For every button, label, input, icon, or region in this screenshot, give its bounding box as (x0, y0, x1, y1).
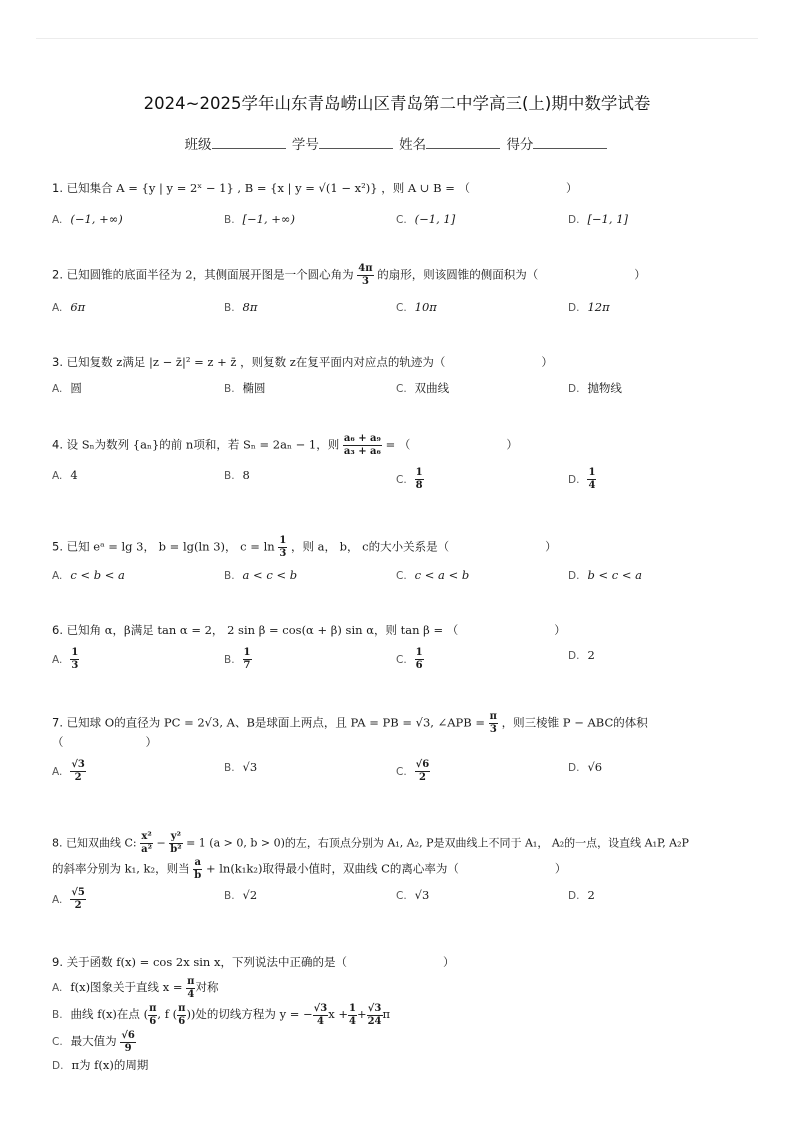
student-info-line (0, 133, 794, 153)
option-d[interactable]: D. [−1, 1] (568, 212, 628, 226)
answer-paren-close: ） (442, 955, 455, 969)
question-2-options (52, 300, 752, 330)
question-stem-part1: 已知 eᵃ = lg 3， b = lg(ln 3)， c = ln (66, 539, 275, 554)
question-number: 3. (52, 355, 63, 369)
answer-paren-close: ） (554, 861, 567, 876)
question-stem: 已知集合 A = {y | y = 2ˣ − 1} , B = {x | y = √(1 − x²)} ，则 A ∪ B = （ (66, 181, 470, 195)
question-number: 8. (52, 836, 63, 850)
option-d[interactable]: D. 12π (568, 300, 610, 314)
question-4-options (52, 468, 752, 498)
fraction: $\frac{√3}{4}$ (313, 1002, 328, 1027)
answer-paren-close: ） (554, 623, 566, 637)
option-b[interactable]: B. 曲线 f(x)在点 ( $\frac{\pi}{6}$ , f ( $\frac{\pi}{6}$ ))处的切线方程为 y = − $\frac{√3}{4}$ x + $\frac{1}{4}$ + $\frac{√3}{24}$ π (52, 1002, 391, 1027)
fraction: $\frac{\pi}{4}$ (187, 975, 195, 1000)
answer-paren-open: （ (52, 735, 64, 749)
option-b[interactable]: B. 8π (224, 300, 258, 314)
class-label: 班级 (184, 137, 212, 153)
question-8-line2 (52, 858, 752, 881)
option-d[interactable]: D. π为 f(x)的周期 (52, 1058, 149, 1072)
score-blank[interactable] (533, 136, 607, 149)
option-b[interactable]: B. $\frac{1}{7}$ (224, 647, 251, 671)
question-8-options (52, 888, 752, 918)
question-stem-part2: ，则三棱锥 P − ABC的体积 (501, 715, 648, 730)
option-c[interactable]: C. 双曲线 (396, 381, 450, 395)
question-2 (52, 264, 752, 287)
fraction: $\frac{√6}{9}$ (121, 1029, 135, 1054)
option-c[interactable]: C. c < a < b (396, 568, 470, 582)
question-stem-part2: = 1 (a > 0, b > 0)的左，右顶点分别为 A₁, A₂, P是双曲线上不同于 A₁， A₂的一点，设直线 A₁P, A₂P (186, 836, 689, 850)
fraction: $\frac{√3}{24}$ (367, 1002, 382, 1027)
answer-paren-close: ） (634, 267, 646, 282)
question-stem-part3: 的斜率分别为 k₁, k₂，则当 (52, 861, 190, 876)
question-9-options (52, 976, 390, 1076)
fraction: $\frac{√3}{2}$ (71, 759, 85, 783)
fraction: $\frac{1}{6}$ (415, 647, 423, 671)
question-stem-part1: 已知球 O的直径为 PC = 2√3, A、B是球面上两点，且 PA = PB = √3, ∠APB = (66, 715, 485, 730)
option-a[interactable]: A. 6π (52, 300, 86, 314)
fraction: $\frac{√5}{2}$ (71, 887, 85, 911)
question-number: 4. (52, 437, 63, 452)
option-b[interactable]: B. [−1, +∞) (224, 212, 295, 226)
option-c[interactable]: C. $\frac{1}{8}$ (396, 467, 423, 491)
question-stem-part2: 的扇形，则该圆锥的侧面积为（ (377, 267, 539, 282)
question-stem-part1: 已知双曲线 C: (66, 836, 137, 850)
question-9 (52, 954, 752, 970)
answer-paren-close: ） (506, 437, 518, 452)
question-3 (52, 354, 752, 370)
question-number: 2. (52, 267, 63, 282)
option-a[interactable]: A. (−1, +∞) (52, 212, 123, 226)
option-b[interactable]: B. √2 (224, 888, 258, 902)
class-blank[interactable] (212, 136, 286, 149)
option-a[interactable]: A. $\frac{√5}{2}$ (52, 887, 85, 911)
question-8 (52, 832, 752, 855)
option-b[interactable]: B. a < c < b (224, 568, 298, 582)
fraction: $\frac{\text{y²}}{\text{b²}}$ (170, 831, 182, 855)
option-c[interactable]: C. 最大值为 $\frac{√6}{9}$ (52, 1029, 135, 1054)
question-stem: 关于函数 f(x) = cos 2x sin x，下列说法中正确的是（ (66, 955, 347, 969)
question-5-options (52, 568, 752, 598)
fraction: $\frac{1}{8}$ (415, 467, 423, 491)
score-label: 得分 (506, 137, 534, 153)
question-7-options (52, 760, 752, 790)
fraction: $\frac{1}{7}$ (243, 647, 251, 671)
question-5 (52, 536, 752, 559)
question-number: 6. (52, 623, 63, 637)
name-blank[interactable] (426, 136, 500, 149)
question-number: 1. (52, 181, 63, 195)
option-a[interactable]: A. $\frac{√3}{2}$ (52, 759, 85, 783)
option-b[interactable]: B. √3 (224, 760, 258, 774)
option-d[interactable]: D. 抛物线 (568, 381, 622, 395)
option-a[interactable]: A. 圆 (52, 381, 82, 395)
header-rule (36, 38, 758, 39)
question-6-options (52, 648, 752, 678)
question-1 (52, 180, 752, 196)
option-b[interactable]: B. 椭圆 (224, 381, 266, 395)
name-label: 姓名 (399, 137, 427, 153)
fraction: $\frac{\text{a₆ + a₉}}{\text{a₃ + a₆}}$ (343, 433, 381, 457)
option-c[interactable]: C. 10π (396, 300, 437, 314)
option-a[interactable]: A. $\frac{1}{3}$ (52, 647, 79, 671)
answer-paren-close: ） (545, 539, 557, 554)
question-number: 5. (52, 539, 63, 554)
student-id-blank[interactable] (319, 136, 393, 149)
fraction: $\frac{√6}{2}$ (415, 759, 430, 783)
option-c[interactable]: C. (−1, 1] (396, 212, 456, 226)
option-d[interactable]: D. √6 (568, 760, 603, 774)
option-c[interactable]: C. $\frac{1}{6}$ (396, 647, 423, 671)
option-b[interactable]: B. 8 (224, 468, 250, 482)
question-7-line2 (52, 734, 752, 750)
fraction: $\frac{\text{x²}}{\text{a²}}$ (141, 831, 152, 855)
question-stem: 已知复数 z满足 |z − z̄|² = z + z̄ ，则复数 z在复平面内对应点的轨迹为（ (66, 355, 446, 369)
question-6 (52, 622, 752, 638)
option-d[interactable]: D. 2 (568, 888, 595, 902)
question-stem-part2: ，则 a， b， c的大小关系是（ (290, 539, 450, 554)
fraction: $\frac{\pi}{3}$ (489, 711, 497, 735)
answer-paren-close: ） (566, 181, 578, 195)
fraction: $\frac{1}{4}$ (348, 1002, 356, 1027)
fraction: $\frac{\pi}{6}$ (178, 1002, 186, 1027)
minus-sign: − (156, 836, 166, 850)
question-7 (52, 712, 752, 735)
page-title: 2024~2025学年山东青岛崂山区青岛第二中学高三(上)期中数学试卷 (143, 94, 651, 113)
option-d[interactable]: D. b < c < a (568, 568, 642, 582)
option-c[interactable]: C. √3 (396, 888, 430, 902)
question-stem-part2: = （ (385, 437, 411, 452)
question-3-options (52, 380, 752, 410)
question-stem-part1: 已知圆锥的底面半径为 2，其侧面展开图是一个圆心角为 (66, 267, 354, 282)
fraction: $\frac{1}{4}$ (588, 467, 596, 491)
answer-paren-close: ） (145, 735, 157, 749)
fraction: $\frac{\pi}{6}$ (149, 1002, 157, 1027)
question-4 (52, 434, 752, 457)
fraction: $\frac{1}{3}$ (71, 647, 79, 671)
answer-paren-close: ） (541, 355, 553, 369)
fraction: $\frac{4\pi}{3}$ (358, 263, 373, 287)
question-stem: 已知角 α，β满足 tan α = 2， 2 sin β = cos(α + β) sin α，则 tan β = （ (66, 623, 459, 637)
question-1-options (52, 212, 752, 242)
option-d[interactable]: D. $\frac{1}{4}$ (568, 467, 596, 491)
option-d[interactable]: D. 2 (568, 648, 595, 662)
student-id-label: 学号 (291, 137, 319, 153)
question-stem-part4: + ln(k₁k₂)取得最小值时，双曲线 C的离心率为（ (205, 861, 459, 876)
option-a[interactable]: A. f(x)图象关于直线 x = $\frac{\pi}{4}$ 对称 (52, 975, 219, 1000)
question-number: 9. (52, 955, 63, 969)
option-a[interactable]: A. c < b < a (52, 568, 125, 582)
question-stem-part1: 设 Sₙ为数列 {aₙ}的前 n项和，若 Sₙ = 2aₙ − 1，则 (66, 437, 340, 452)
fraction: $\frac{1}{3}$ (279, 535, 287, 559)
option-a[interactable]: A. 4 (52, 468, 78, 482)
fraction: $\frac{a}{b}$ (194, 857, 202, 881)
question-number: 7. (52, 715, 63, 730)
option-c[interactable]: C. $\frac{√6}{2}$ (396, 759, 430, 783)
